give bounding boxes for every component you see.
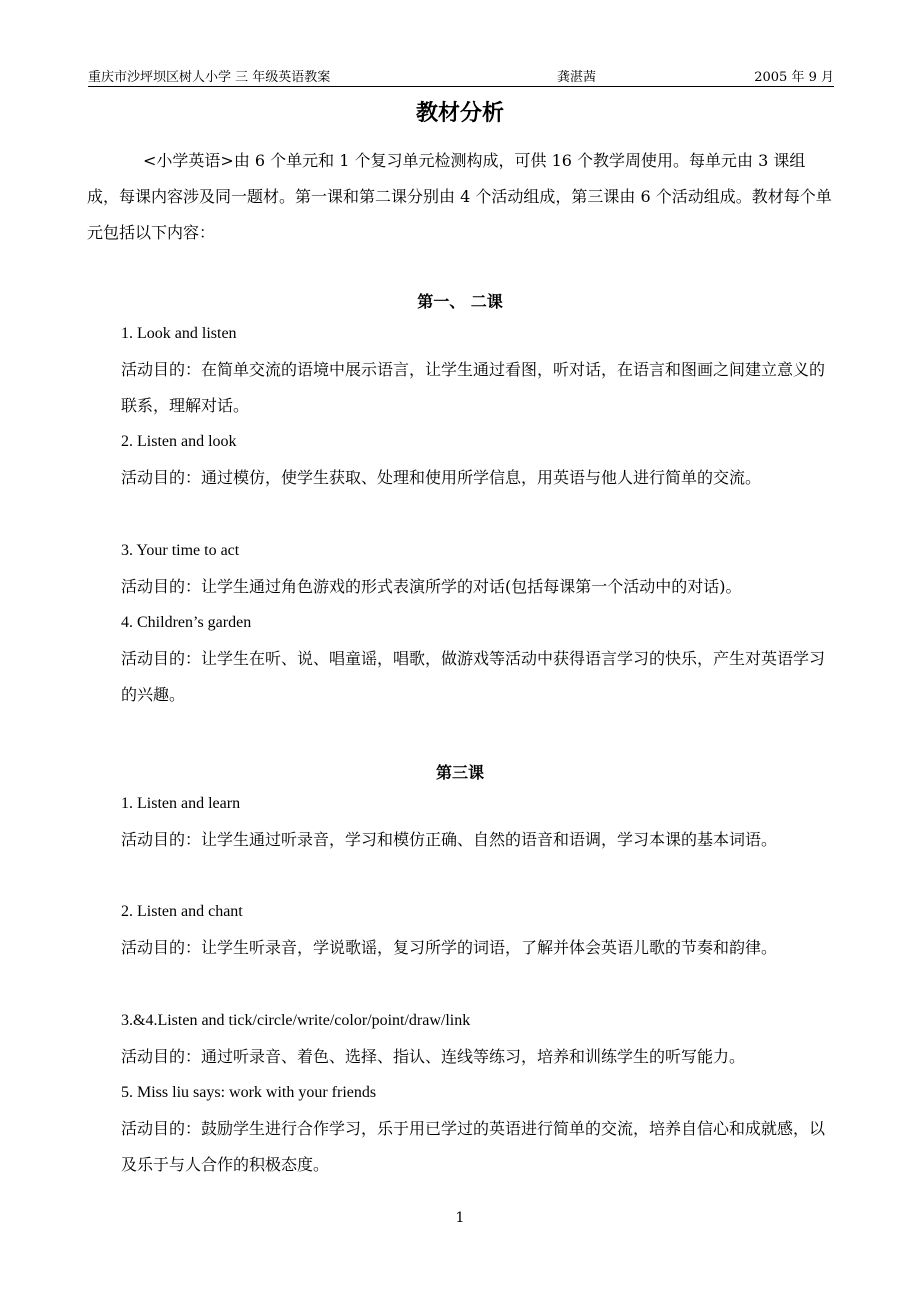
activity-title: 5. Miss liu says: work with your friends	[121, 1084, 377, 1101]
section-title-lessons-1-2: 第一、 二课	[417, 292, 503, 311]
activity-goal: 活动目的：在简单交流的语境中展示语言，让学生通过看图，听对话，在语言和图画之间建立意义的联系，理解对话。	[121, 360, 826, 415]
activity-goal: 活动目的：通过模仿，使学生获取、处理和使用所学信息，用英语与他人进行简单的交流。	[121, 468, 762, 487]
activity-goal: 活动目的：让学生听录音，学说歌谣，复习所学的词语，了解并体会英语儿歌的节奏和韵律。	[121, 938, 778, 957]
activity-title: 3.&4.Listen and tick/circle/write/color/point/draw/link	[121, 1012, 471, 1029]
header-date: 2005 年 9 月	[754, 70, 834, 85]
activity-goal: 活动目的：让学生在听、说、唱童谣，唱歌，做游戏等活动中获得语言学习的快乐，产生对英语学习的兴趣。	[121, 649, 826, 704]
header-school: 重庆市沙坪坝区树人小学 三 年级英语教案	[88, 70, 331, 85]
page-header	[88, 62, 834, 87]
header-author: 龚湛茜	[557, 70, 597, 85]
intro-paragraph: <小学英语>由 6 个单元和 1 个复习单元检测构成，可供 16 个教学周使用。每单元由 3 课组成，每课内容涉及同一题材。第一课和第二课分别由 4 个活动组成，第三课由 6 个活动组成。教材每个单元包括以下内容：	[87, 151, 832, 242]
activity-goal: 活动目的：让学生通过听录音，学习和模仿正确、自然的语音和语调，学习本课的基本词语。	[121, 830, 778, 849]
page-number: 1	[455, 1210, 465, 1226]
activity-goal: 活动目的：通过听录音、着色、选择、指认、连线等练习，培养和训练学生的听写能力。	[121, 1047, 746, 1066]
activity-goal: 活动目的：鼓励学生进行合作学习，乐于用已学过的英语进行简单的交流，培养自信心和成就感，以及乐于与人合作的积极态度。	[121, 1119, 826, 1174]
activity-title: 1. Listen and learn	[121, 795, 241, 812]
activity-title: 2. Listen and look	[121, 433, 237, 450]
page-title: 教材分析	[415, 100, 504, 126]
activity-title: 2. Listen and chant	[121, 903, 243, 920]
section-title-lesson-3: 第三课	[435, 763, 484, 782]
activity-title: 4. Children’s garden	[121, 614, 252, 631]
activity-title: 1. Look and listen	[121, 325, 237, 342]
activity-title: 3. Your time to act	[121, 542, 240, 559]
activity-goal: 活动目的：让学生通过角色游戏的形式表演所学的对话(包括每课第一个活动中的对话)。	[121, 577, 742, 596]
